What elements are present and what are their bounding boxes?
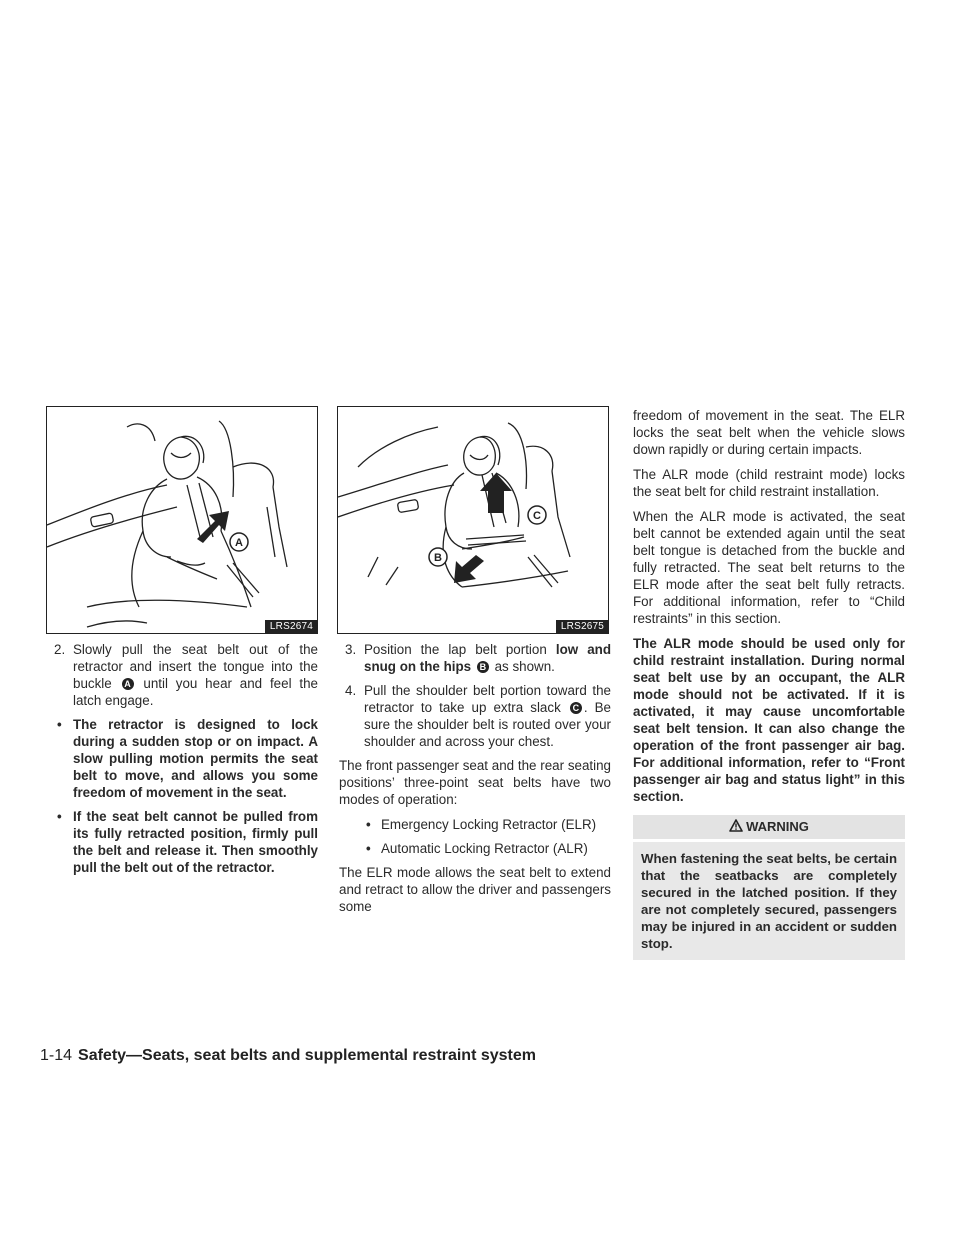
callout-c-inline: C [570, 702, 582, 714]
elr-description-start: The ELR mode allows the seat belt to extend and retract to allow the driver and passengers some [339, 865, 611, 914]
step-2: 2. Slowly pull the seat belt out of the retractor and insert the tongue into the buckle A until you hear and feel the latch engage. [54, 642, 318, 708]
column-2 [339, 641, 611, 923]
page-number: 1-14 [40, 1047, 73, 1064]
bullet-item: • If the seat belt cannot be pulled from its fully retracted position, firmly pull the belt and release it. Then smoothly pull the belt out of the retractor. [57, 809, 318, 875]
modes-intro: The front passenger seat and the rear seating positions’ three-point seat belts have two modes of operation: [339, 758, 611, 807]
elr-description-end: freedom of movement in the seat. The ELR locks the seat belt when the vehicle slows down rapidly or during certain impacts. [633, 408, 905, 457]
alr-caution: The ALR mode should be used only for child restraint installation. During normal seat belt use by an occupant, the ALR mode should not be activated. If it is activated, it may cause uncomfortable seat belt tension. It can also change the operation of the front passenger air bag. For additional information, refer to “Front passenger air bag and status light” in this section. [633, 636, 905, 804]
section-title: Safety—Seats, seat belts and supplemental restraint system [78, 1047, 536, 1064]
column-3 [633, 407, 905, 960]
alr-activation: When the ALR mode is activated, the seat belt cannot be extended again until the seat belt tongue is detached from the buckle and fully retracted. The seat belt returns to the ELR mode after the seat belt fully retracts. For additional information, refer to “Child restraints” in this section. [633, 509, 905, 626]
warning-icon [729, 819, 743, 832]
step-4: 4. Pull the shoulder belt portion toward the retractor to take up extra slack C . Be sure the shoulder belt is routed over your shoulder and across your chest. [345, 683, 611, 749]
callout-b-inline: B [477, 661, 489, 673]
callout-a-inline: A [122, 678, 134, 690]
callout-c: C [533, 510, 541, 522]
warning-title: WARNING [746, 819, 809, 834]
illustration-lap-belt-position [338, 407, 609, 634]
mode-item: • Emergency Locking Retractor (ELR) [366, 817, 597, 832]
figure-lap-belt-position [337, 406, 609, 634]
mode-item: • Automatic Locking Retractor (ALR) [366, 841, 588, 856]
column-1 [48, 641, 318, 883]
warning-header [633, 815, 905, 839]
figure-id: LRS2675 [556, 620, 608, 633]
figure-seat-belt-buckle [46, 406, 318, 634]
callout-b: B [434, 552, 442, 564]
illustration-seat-belt-buckle [47, 407, 318, 634]
figure-id: LRS2674 [265, 620, 317, 633]
alr-description: The ALR mode (child restraint mode) locks the seat belt for child restraint installation. [633, 467, 905, 499]
page-footer [40, 1047, 536, 1065]
step-3: 3. Position the lap belt portion low and snug on the hips B as shown. [345, 642, 611, 674]
callout-a: A [235, 537, 243, 549]
bullet-item: • The retractor is designed to lock during a sudden stop or on impact. A slow pulling motion permits the seat belt to move, and allows you some freedom of movement in the seat. [57, 717, 318, 800]
warning-text: When fastening the seat belts, be certain that the seatbacks are completely secured in the latched position. If they are not completely secured, passengers may be injured in an accident or sudden stop. [633, 842, 905, 960]
